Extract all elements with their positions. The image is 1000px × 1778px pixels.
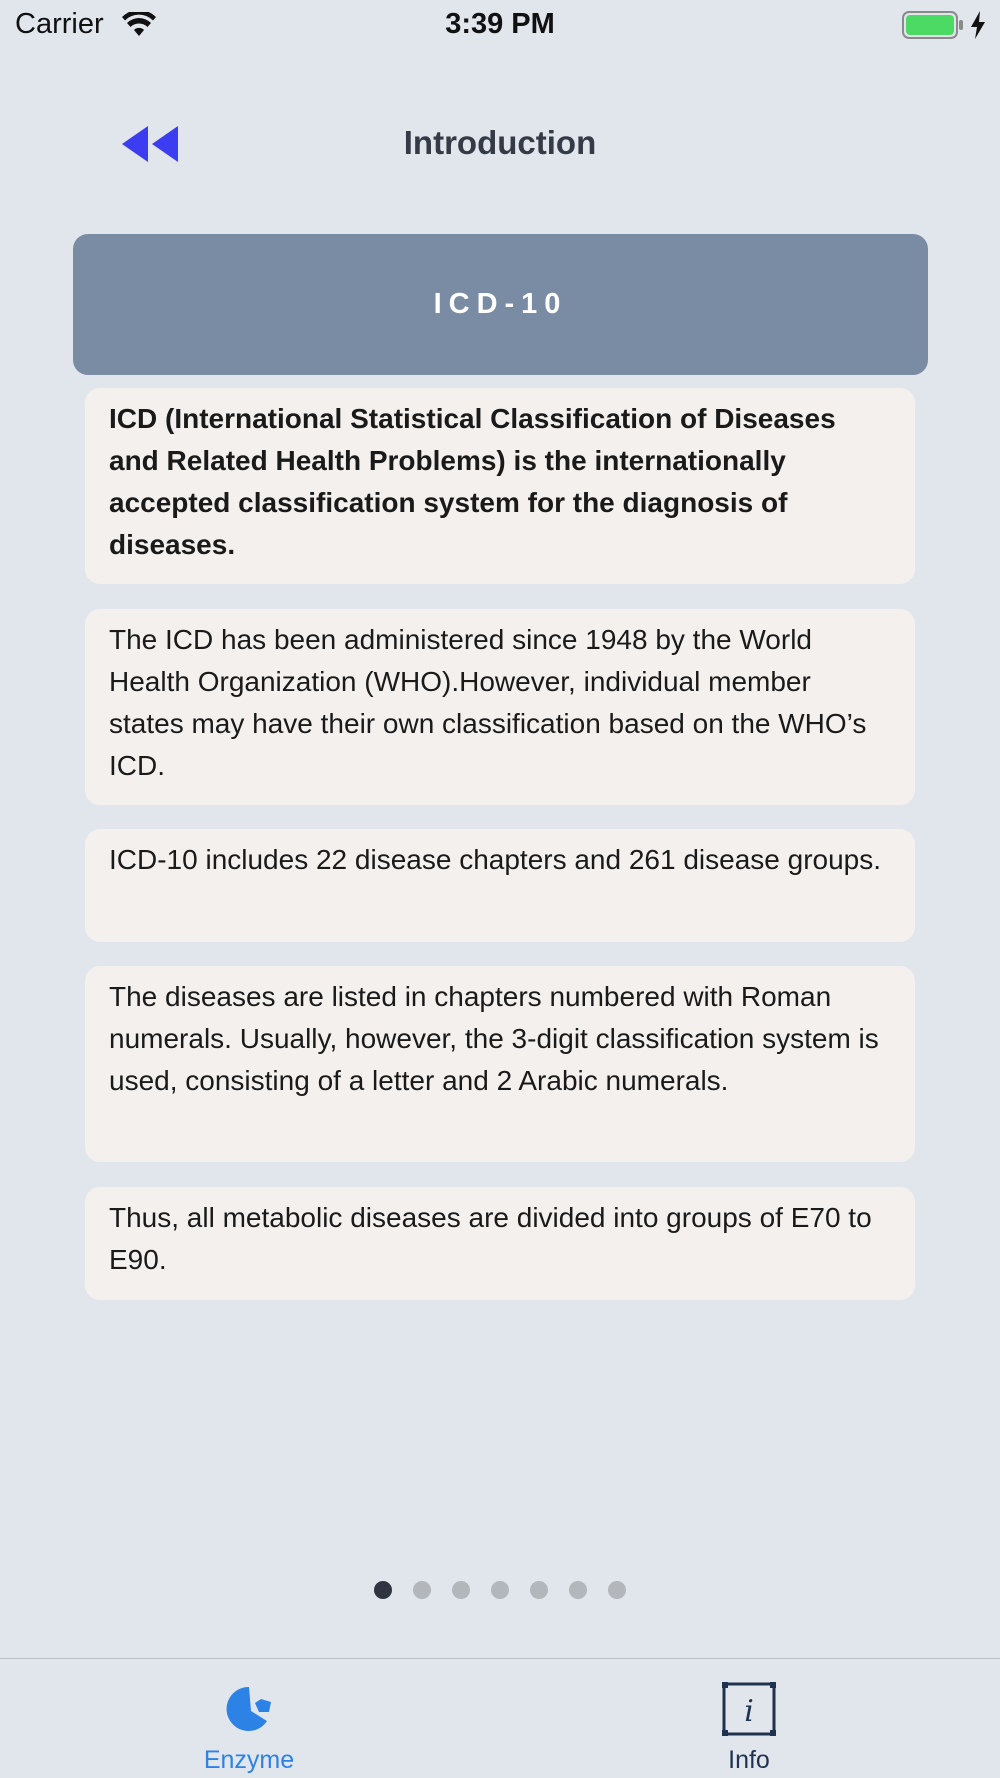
section-header-card [73, 234, 928, 375]
content-card: ICD (International Statistical Classification of Diseases and Related Health Problems) is the internationally accepted classification system for the diagnosis of diseases. [85, 388, 915, 584]
info-icon [721, 1681, 777, 1737]
page-dot[interactable] [608, 1581, 626, 1599]
tab-enzyme[interactable] [149, 1659, 349, 1778]
tab-enzyme-label: Enzyme [203, 1746, 295, 1774]
page-dot[interactable] [530, 1581, 548, 1599]
section-header-label: ICD-10 [433, 288, 568, 320]
content-card: The ICD has been administered since 1948 by the World Health Organization (WHO).However, individual member states may have their own classification based on the WHO’s ICD. [85, 609, 915, 805]
content-card: ICD-10 includes 22 disease chapters and 261 disease groups. [85, 829, 915, 942]
tab-info[interactable] [649, 1659, 849, 1778]
clock: 3:39 PM [445, 8, 555, 40]
page-dot[interactable] [491, 1581, 509, 1599]
page-dot[interactable] [413, 1581, 431, 1599]
tab-info-label: Info [728, 1746, 770, 1774]
content-card: Thus, all metabolic diseases are divided into groups of E70 to E90. [85, 1187, 915, 1300]
page-title: Introduction [403, 124, 597, 161]
charging-bolt-icon [969, 10, 987, 40]
svg-text:i: i [744, 1694, 754, 1729]
page-dot[interactable] [569, 1581, 587, 1599]
tab-bar [0, 1658, 1000, 1778]
content-card: The diseases are listed in chapters numbered with Roman numerals. Usually, however, the 3-digit classification system is used, consisting of a letter and 2 Arabic numerals. [85, 966, 915, 1162]
enzyme-icon [221, 1681, 277, 1737]
page-dot[interactable] [374, 1581, 392, 1599]
status-bar [0, 0, 1000, 50]
page-indicator[interactable] [0, 1581, 1000, 1599]
battery-icon [902, 10, 964, 40]
carrier-label: Carrier [15, 8, 104, 40]
page-dot[interactable] [452, 1581, 470, 1599]
